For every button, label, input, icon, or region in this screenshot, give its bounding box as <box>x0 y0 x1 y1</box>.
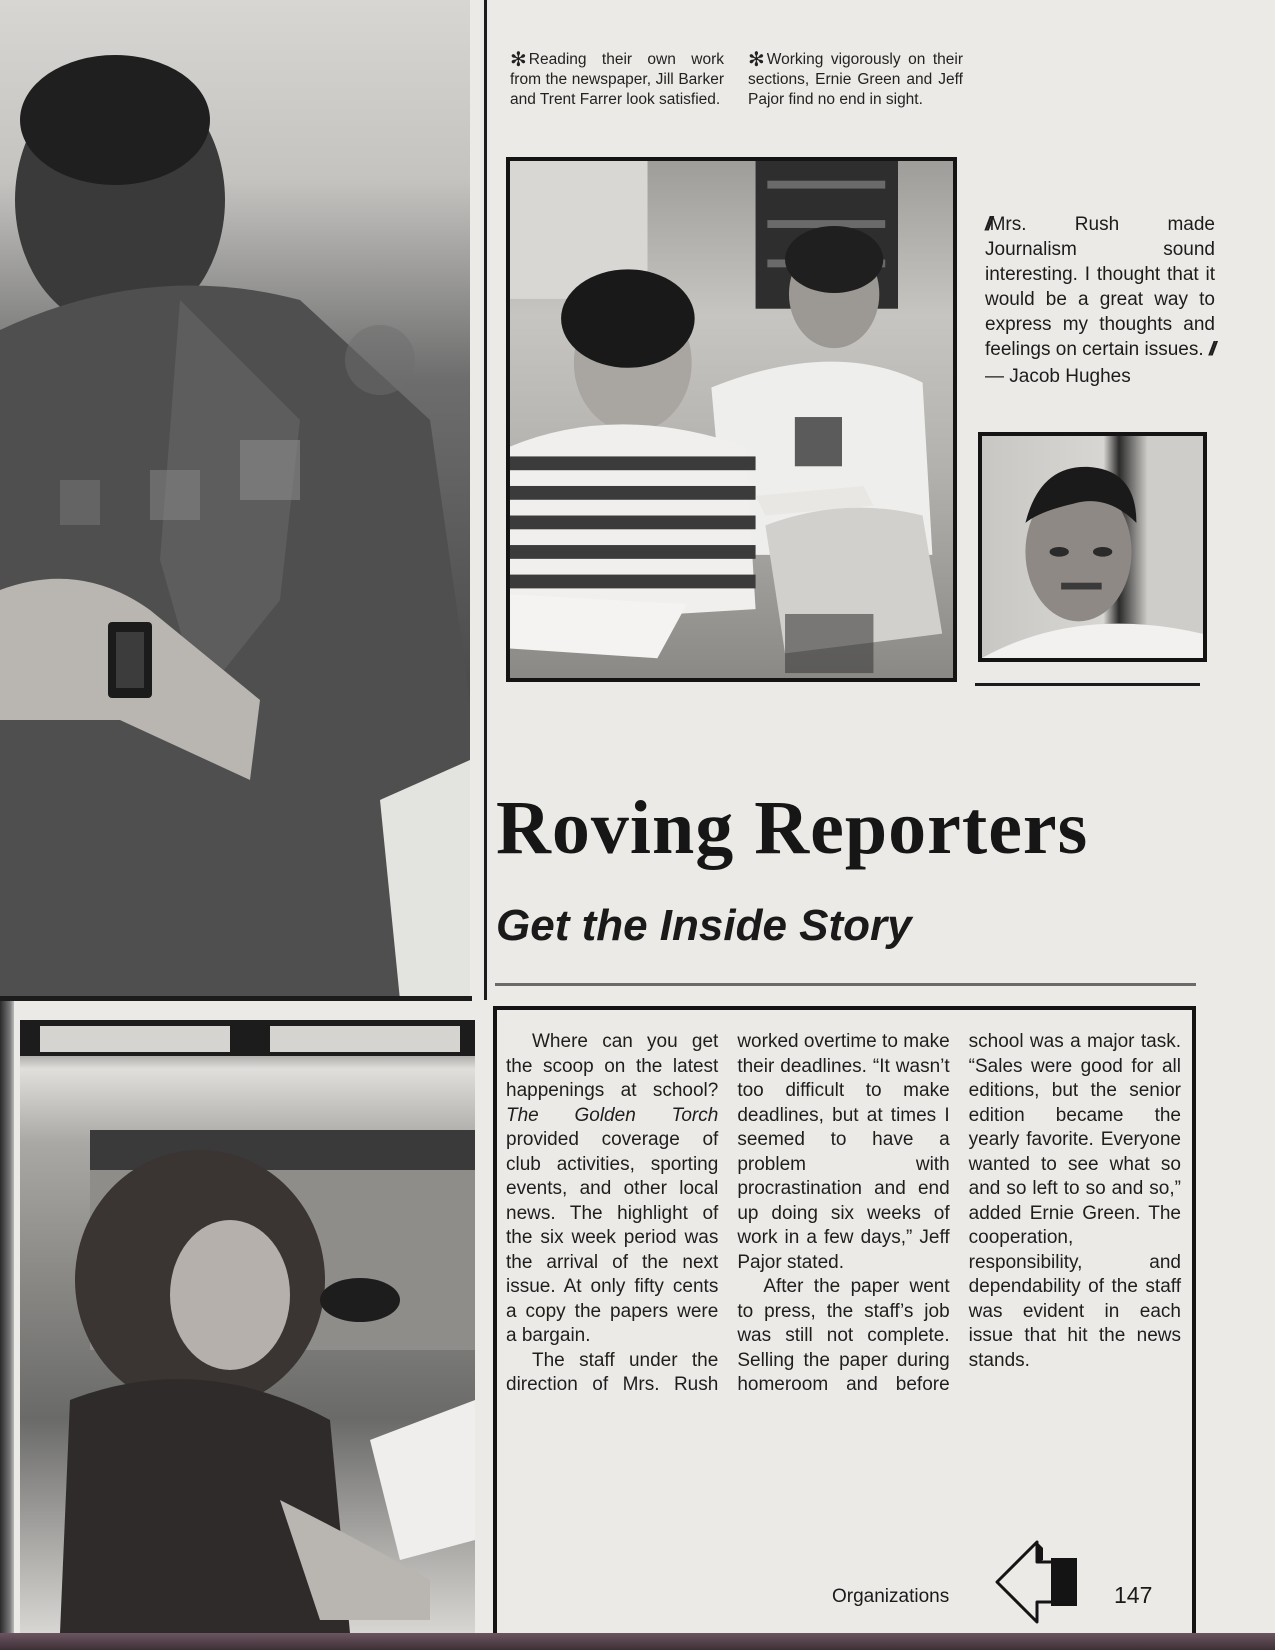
story-p1-start: Where can you get the scoop on the latest happenings at school? <box>506 1031 719 1101</box>
photo-student-girl-writing <box>20 1020 475 1633</box>
photo-two-students-desks <box>506 157 957 682</box>
quote-close-mark: // <box>1208 339 1214 360</box>
portrait-underline <box>975 683 1200 686</box>
photo-student-patterned-shirt <box>0 0 470 1000</box>
quote-text: Mrs. Rush made Journalism sound interesting. I thought that it would be a great way to express my thoughts and feelings on certain issues. <box>985 214 1215 360</box>
quote-open-mark: // <box>985 214 990 235</box>
page-number: 147 <box>1114 1582 1153 1608</box>
caption-working <box>748 50 963 110</box>
vertical-rule-left <box>484 0 487 1000</box>
story-paragraph: The staff under the direction of Mrs. Rush worked overtime to make their deadlines. “It wasn’t too difficult to make deadlines, but at times I seemed to have a problem with procrastination and end up doing six weeks of work in a few days,” Jeff Pajor stated. <box>506 1031 950 1395</box>
quote-attribution: — Jacob Hughes <box>985 366 1131 387</box>
page-subtitle: Get the Inside Story <box>496 901 912 950</box>
asterisk-icon: ✻ <box>510 49 527 71</box>
newspaper-name: The Golden Torch <box>506 1104 719 1126</box>
photo-portrait-jacob-hughes <box>978 432 1207 662</box>
photo-divider-left <box>0 996 472 1001</box>
story-body <box>506 1030 1181 1398</box>
caption-reading <box>510 50 724 110</box>
back-arrow-icon <box>993 1538 1085 1626</box>
story-p1-end: provided coverage of club activities, sporting events, and other local news. The highlight of the six week period was the arrival of the next issue. At only fifty cents a copy the papers were a bargain. <box>506 1129 719 1346</box>
page-bottom-edge <box>0 1633 1275 1650</box>
page-title: Roving Reporters <box>496 786 1089 870</box>
caption-working-text: Working vigorously on their sections, Ernie Green and Jeff Pajor find no end in sight. <box>748 51 963 108</box>
caption-reading-text: Reading their own work from the newspaper, Jill Barker and Trent Farrer look satisfied. <box>510 51 724 108</box>
story-paragraph <box>506 1030 718 1349</box>
asterisk-icon: ✻ <box>748 49 765 71</box>
section-label: Organizations <box>832 1586 950 1607</box>
story-paragraph: After the paper went to press, the staff’s job was still not complete. Selling the paper during homeroom and before school was a major task. “Sales were good for all editions, but the senior edition became the yearly favorite. Everyone wanted to see what so and so left to so and so,” added Ernie Green. The cooperation, responsibility, and dependability of the staff was evident in each issue that hit the news stands. <box>737 1031 1181 1395</box>
headline-underline <box>495 983 1196 986</box>
pull-quote <box>985 212 1215 389</box>
